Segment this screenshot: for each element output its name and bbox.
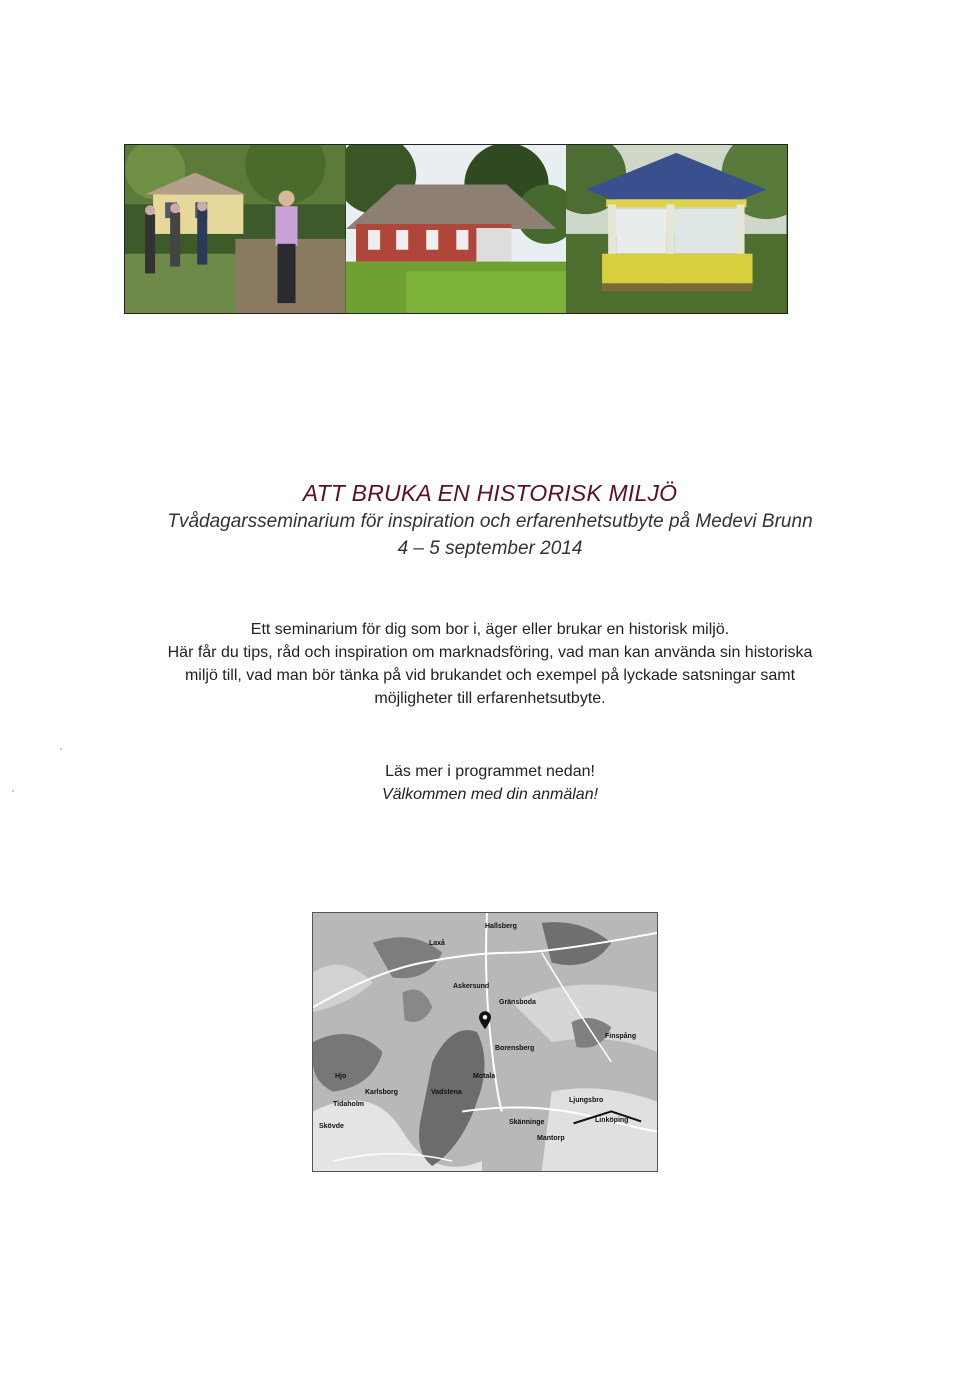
seminar-title: ATT BRUKA EN HISTORISK MILJÖ	[302, 480, 678, 506]
location-map	[312, 912, 658, 1172]
map-label-skovde: Skövde	[319, 1123, 344, 1130]
seminar-dates: 4 – 5 september 2014	[397, 538, 583, 559]
photo-strip	[124, 144, 788, 314]
map-label-hjo: Hjo	[335, 1073, 347, 1080]
read-more-text: Läs mer i programmet nedan!	[385, 763, 595, 780]
title-block	[0, 478, 980, 562]
call-to-action	[0, 760, 980, 806]
map-graphic	[313, 913, 657, 1171]
scan-speck	[60, 748, 62, 750]
map-label-tidaholm: Tidaholm	[333, 1101, 364, 1108]
photo-people-outside-house	[125, 145, 346, 313]
photo-red-building	[346, 145, 567, 313]
welcome-text: Välkommen med din anmälan!	[381, 786, 599, 803]
map-label-hallsberg: Hallsberg	[485, 923, 517, 930]
seminar-subtitle: Tvådagarsseminarium för inspiration och erfarenhetsutbyte på Medevi Brunn	[167, 511, 813, 532]
map-label-gransboda: Gränsboda	[499, 999, 536, 1006]
map-label-finspang: Finspång	[605, 1033, 637, 1040]
intro-line-3: miljö till, vad man bör tänka på vid brukandet och exempel på lyckade satsningar samt	[184, 667, 796, 684]
map-label-skanninge: Skänninge	[509, 1119, 545, 1126]
map-label-motala: Motala	[473, 1073, 496, 1080]
intro-line-1: Ett seminarium för dig som bor i, äger eller brukar en historisk miljö.	[250, 621, 730, 638]
scan-speck	[12, 790, 14, 792]
map-label-borensberg: Borensberg	[495, 1045, 535, 1052]
photo-gazebo	[566, 145, 787, 313]
map-label-askersund: Askersund	[453, 983, 490, 990]
map-label-vadstena: Vadstena	[431, 1089, 462, 1096]
map-label-karlsborg: Karlsborg	[365, 1089, 399, 1096]
map-label-linkoping: Linköping	[595, 1117, 629, 1124]
map-label-ljungsbro: Ljungsbro	[569, 1097, 604, 1104]
map-label-laxa: Laxå	[429, 940, 445, 947]
map-label-mantorp: Mantorp	[537, 1135, 565, 1142]
intro-text	[120, 618, 860, 710]
intro-line-2: Här får du tips, råd och inspiration om marknadsföring, vad man kan använda sin historiska	[167, 644, 813, 661]
intro-line-4: möjligheter till erfarenhetsutbyte.	[374, 690, 606, 707]
